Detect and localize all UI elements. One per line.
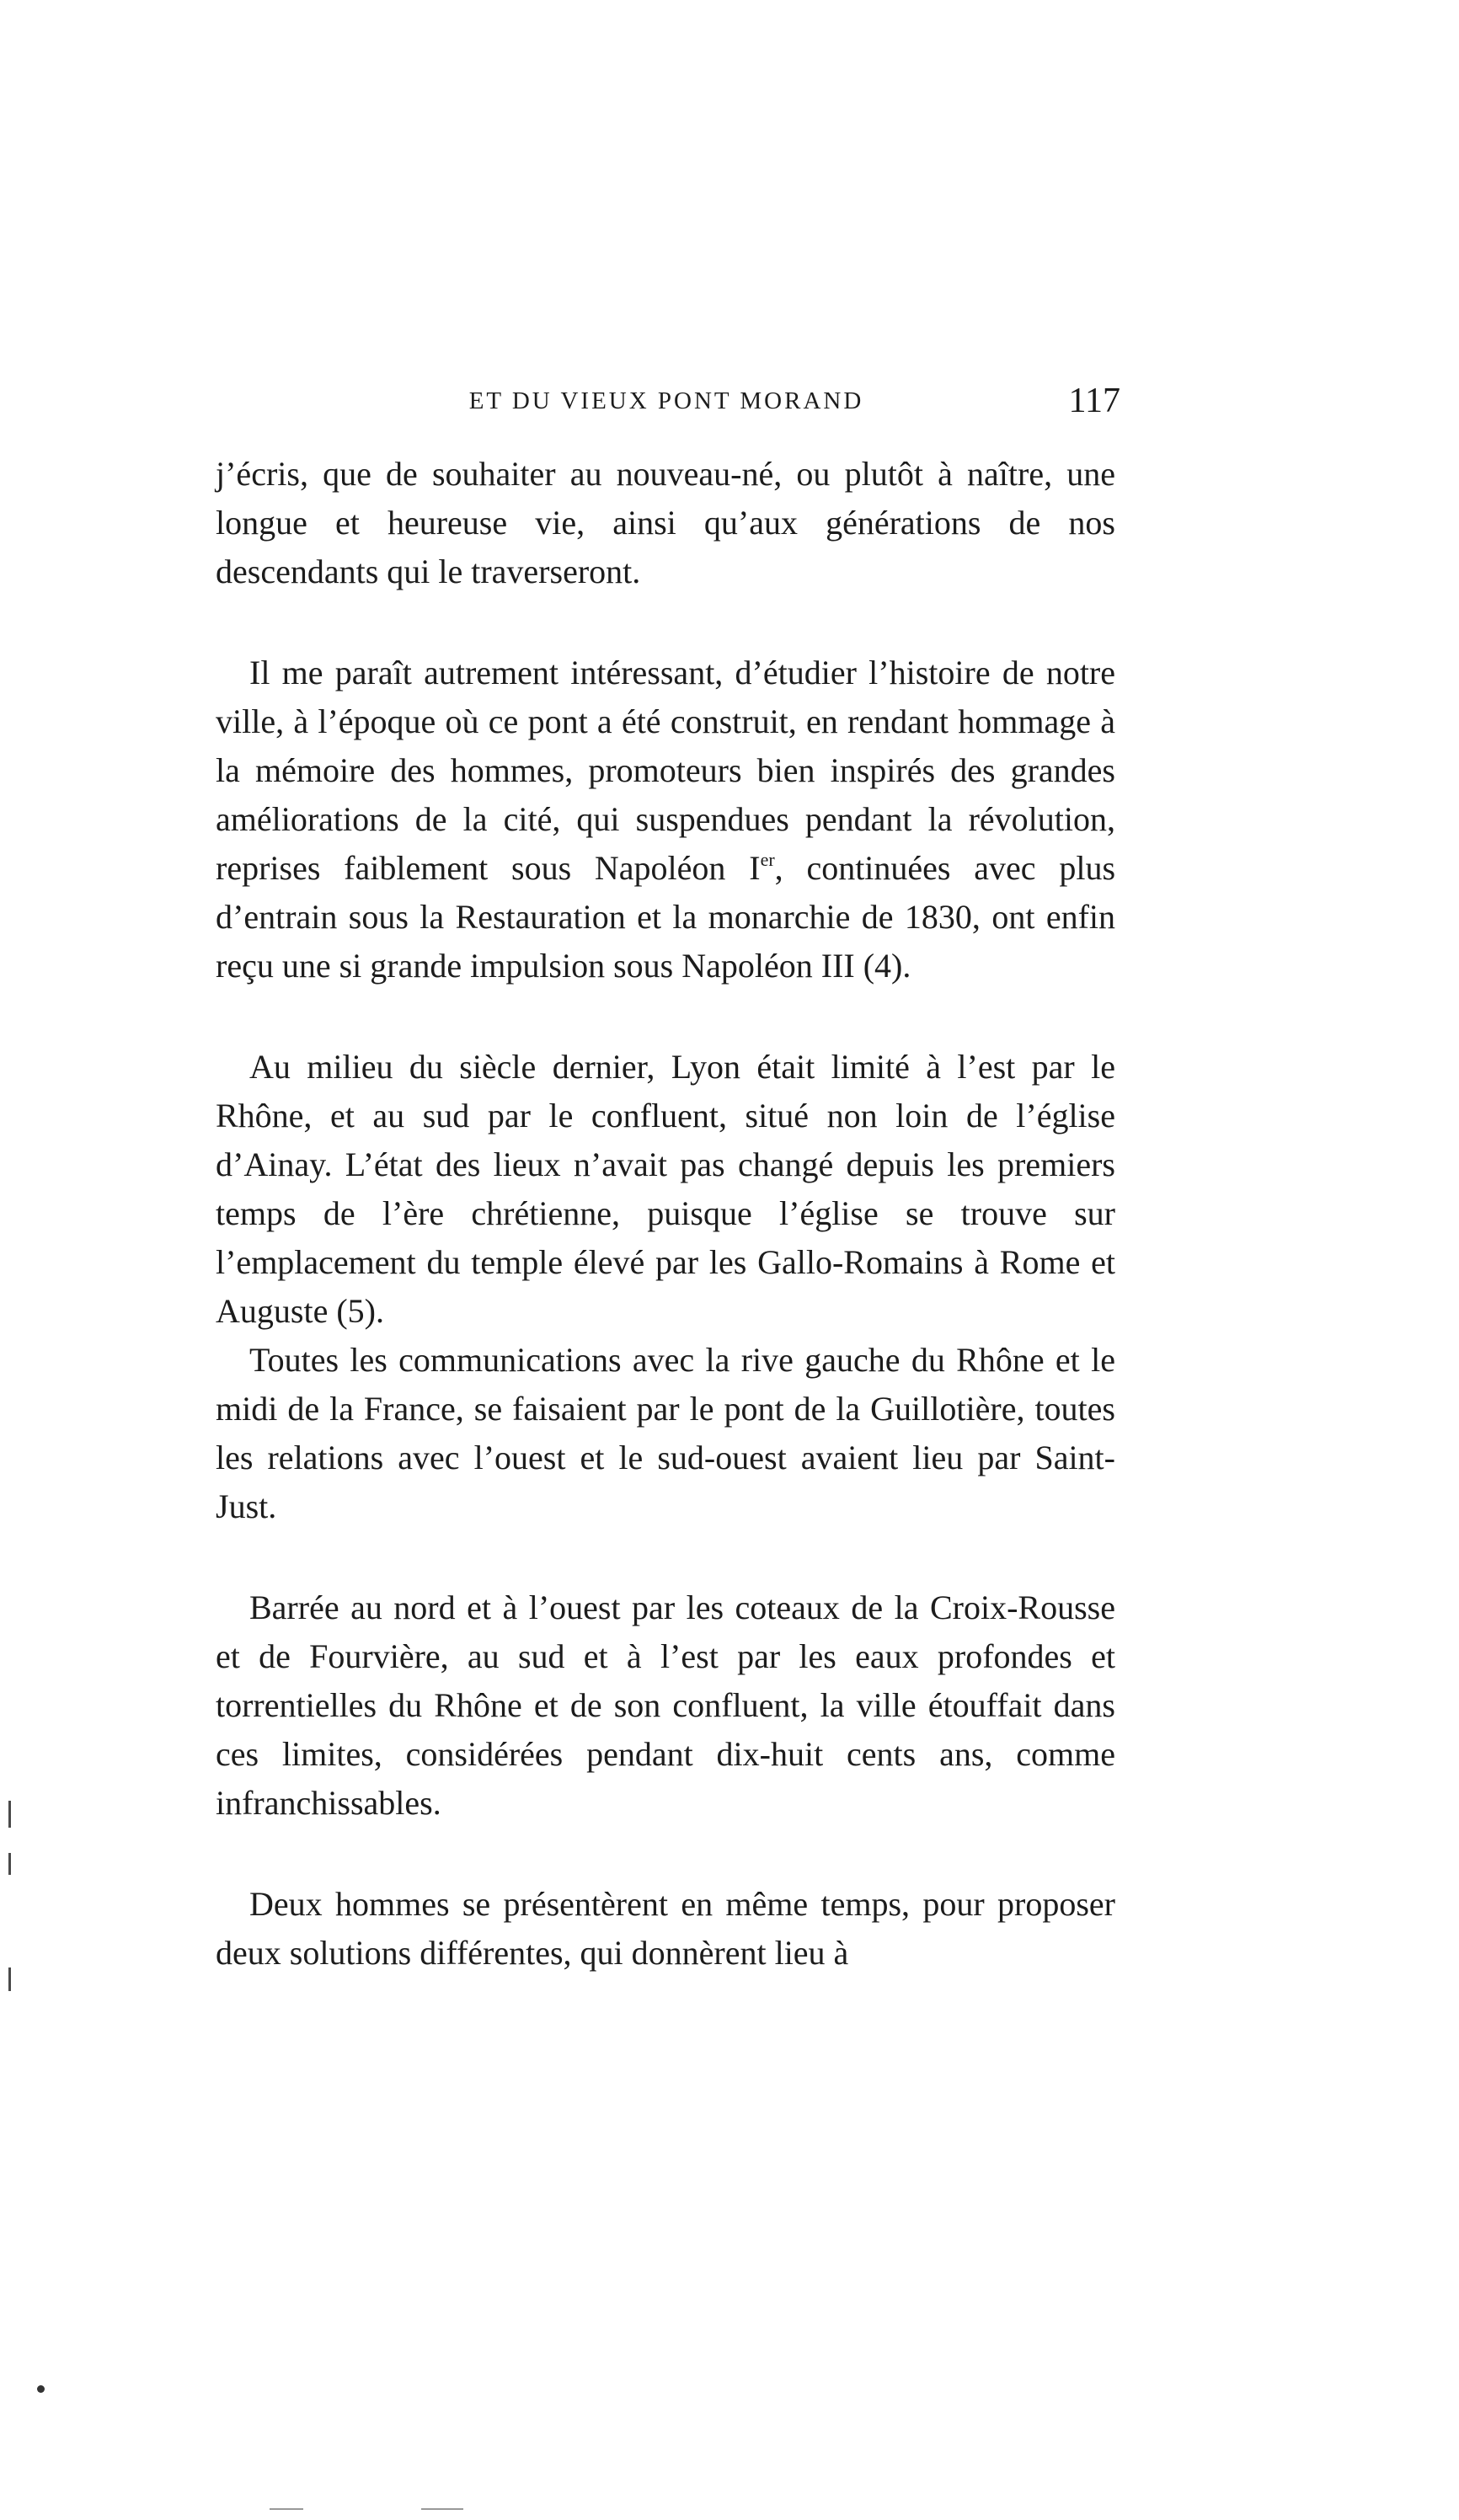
scan-mark	[270, 2508, 303, 2510]
scan-mark	[8, 1967, 11, 1991]
paragraph-3: Au milieu du siècle dernier, Lyon était limité à l’est par le Rhône, et au sud par le confluent, situé non loin de l’église d’Ainay. L’état des lieux n’avait pas changé depuis les premiers temps de l’ère chrétienne, puisque l’église se trouve sur l’emplacement du temple élevé par les Gallo-Romains à Rome et Auguste (5).	[216, 1048, 1115, 1330]
paragraph-1: j’écris, que de souhaiter au nouveau-né, ou plutôt à naître, une longue et heureuse vie, ainsi qu’aux générations de nos descendants qui le traverseront.	[216, 455, 1115, 590]
paragraph-5: Barrée au nord et à l’ouest par les coteaux de la Croix-Rousse et de Fourvière, au sud et à l’est par les eaux profondes et torrentielles du Rhône et de son confluent, la ville étouffait dans ces limites, considérées pendant dix-huit cents ans, comme infranchissables.	[216, 1588, 1115, 1822]
paragraph-6: Deux hommes se présentèrent en même temps, pour proposer deux solutions différentes, qui donnèrent lieu à	[216, 1885, 1115, 1972]
paragraph-4: Toutes les communications avec la rive gauche du Rhône et le midi de la France, se faisaient par le pont de la Guillotière, toutes les relations avec l’ouest et le sud-ouest avaient lieu par Saint-Just.	[216, 1341, 1115, 1525]
page-header	[216, 381, 1120, 423]
scan-mark	[8, 1801, 11, 1828]
scan-speck	[37, 2385, 45, 2393]
scan-mark	[421, 2508, 463, 2510]
paragraph-2-continuation: , continuées avec plus d’entrain sous la Restauration et la monarchie de 1830, ont enfin reçu une si grande impulsion sous Napoléon III (4).	[216, 849, 1116, 985]
running-title: ET DU VIEUX PONT MORAND	[468, 387, 864, 414]
page-number: 117	[1068, 382, 1120, 420]
ordinal-superscript: er	[760, 849, 775, 870]
paragraph-2	[216, 649, 1115, 990]
paragraph-2-text: Il me paraît autrement intéressant, d’étudier l’histoire de notre ville, à l’époque où ce pont a été construit, en rendant hommage à la mémoire des hommes, promoteurs bien inspirés des grandes améliorations de la cité, qui suspendues pendant la révolution, reprises faiblement sous Napoléon	[216, 654, 1115, 887]
body-text	[216, 450, 1115, 1978]
napoleon-numeral: I	[749, 849, 761, 887]
scan-mark	[8, 1853, 11, 1875]
